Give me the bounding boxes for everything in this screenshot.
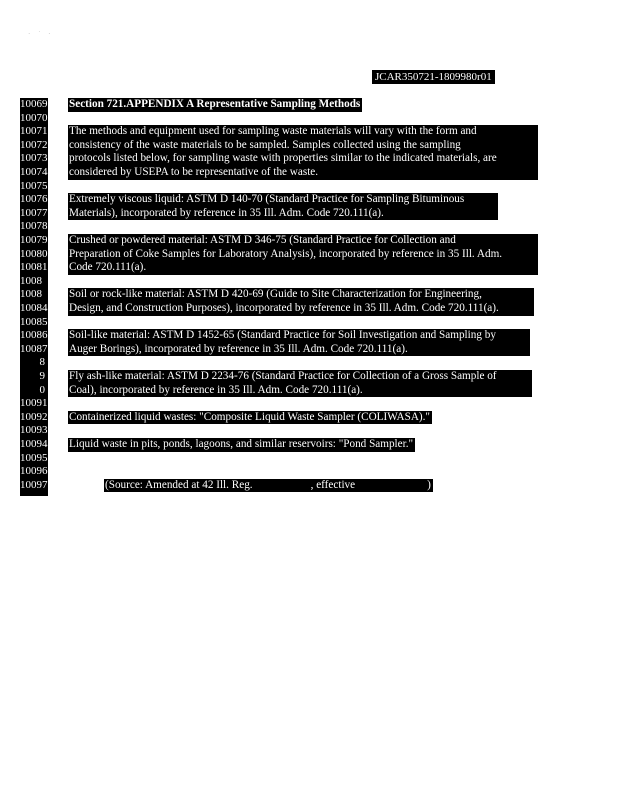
line-number: 10073 <box>20 152 48 165</box>
item-line: Fly ash-like material: ASTM D 2234-76 (Standard Practice for Collection of a Gross Sample of <box>69 370 497 382</box>
sampling-item-crushed-material <box>68 234 538 275</box>
line-number: 10080 <box>20 247 48 260</box>
item-line: Crushed or powdered material: ASTM D 346-75 (Standard Practice for Collection and <box>69 234 456 246</box>
line-number: 10086 <box>20 329 48 342</box>
item-line: Soil or rock-like material: ASTM D 420-69 (Guide to Site Characterization for Engineering, <box>69 288 482 301</box>
line-number: 10071 <box>20 125 48 138</box>
item-line: Preparation of Coke Samples for Laboratory Analysis), incorporated by reference in 35 Ill. Adm. <box>69 247 503 260</box>
line-number: 10097 <box>20 478 48 491</box>
item-line: Auger Borings), incorporated by reference in 35 Ill. Adm. Code 720.111(a). <box>69 342 408 355</box>
line-number: 10078 <box>20 220 48 233</box>
line-number: 10076 <box>20 193 48 206</box>
scan-speck: · ˙ · <box>28 30 54 38</box>
line-number: 10077 <box>20 206 48 219</box>
line-number: 10074 <box>20 166 48 178</box>
source-middle: , effective <box>310 478 356 491</box>
item-line: Liquid waste in pits, ponds, lagoons, and similar reservoirs: "Pond Sampler." <box>69 438 414 450</box>
line-number: 8 <box>39 356 45 369</box>
line-number: 9 <box>39 370 45 382</box>
line-number: 10092 <box>20 410 48 423</box>
intro-line: considered by USEPA to be representative of the waste. <box>69 165 319 178</box>
source-line <box>104 479 433 493</box>
section-title <box>68 98 362 112</box>
sampling-item-pond-liquid <box>68 438 415 452</box>
sampling-item-viscous-liquid <box>68 193 498 220</box>
intro-line: The methods and equipment used for sampling waste materials will vary with the form and <box>69 125 477 138</box>
sampling-item-fly-ash <box>68 370 532 397</box>
source-suffix: ) <box>427 478 431 491</box>
line-number: 10087 <box>20 342 48 355</box>
section-title-text: Section 721.APPENDIX A Representative Sampling Methods <box>69 98 361 110</box>
line-number: 10069 <box>20 98 48 110</box>
line-number: 10072 <box>20 138 48 151</box>
item-line: Code 720.111(a). <box>69 261 147 274</box>
source-note <box>104 479 433 493</box>
sampling-item-soil-rock <box>68 288 534 315</box>
item-line: Materials), incorporated by reference in 35 Ill. Adm. Code 720.111(a). <box>69 206 384 219</box>
intro-line: protocols listed below, for sampling waste with properties similar to the indicated materials, are <box>69 152 497 165</box>
sampling-item-containerized-liquid <box>68 411 432 425</box>
intro-paragraph <box>68 125 538 179</box>
intro-line: consistency of the waste materials to be sampled. Samples collected using the sampling <box>69 138 461 151</box>
line-number: 10079 <box>20 234 48 246</box>
item-line: Extremely viscous liquid: ASTM D 140-70 (Standard Practice for Sampling Bituminous <box>69 193 465 206</box>
item-line: Soil-like material: ASTM D 1452-65 (Standard Practice for Soil Investigation and Sampling by <box>69 329 496 342</box>
source-prefix: (Source: Amended at 42 Ill. Reg. <box>105 478 253 491</box>
item-line: Containerized liquid wastes: "Composite Liquid Waste Sampler (COLIWASA)." <box>69 410 430 423</box>
line-number: 10081 <box>20 261 48 274</box>
line-number-gutter <box>20 98 48 496</box>
item-line: Design, and Construction Purposes), incorporated by reference in 35 Ill. Adm. Code 720.111(a). <box>69 301 499 314</box>
line-number: 10096 <box>20 465 48 478</box>
sampling-item-soil-like <box>68 329 530 356</box>
document-id: JCAR350721-1809980r01 <box>372 70 495 84</box>
line-number: 1008 <box>20 274 42 287</box>
line-number: 10070 <box>20 111 48 124</box>
line-number: 10084 <box>20 302 48 314</box>
line-number: 10094 <box>20 438 48 450</box>
item-line: Coal), incorporated by reference in 35 Ill. Adm. Code 720.111(a). <box>69 383 363 396</box>
line-number: 10085 <box>20 315 48 328</box>
line-number: 10091 <box>20 397 48 410</box>
line-number: 0 <box>39 383 45 396</box>
line-number: 1008 <box>20 288 42 301</box>
line-number: 10095 <box>20 451 48 464</box>
line-number: 10075 <box>20 179 48 192</box>
line-number: 10093 <box>20 424 48 437</box>
